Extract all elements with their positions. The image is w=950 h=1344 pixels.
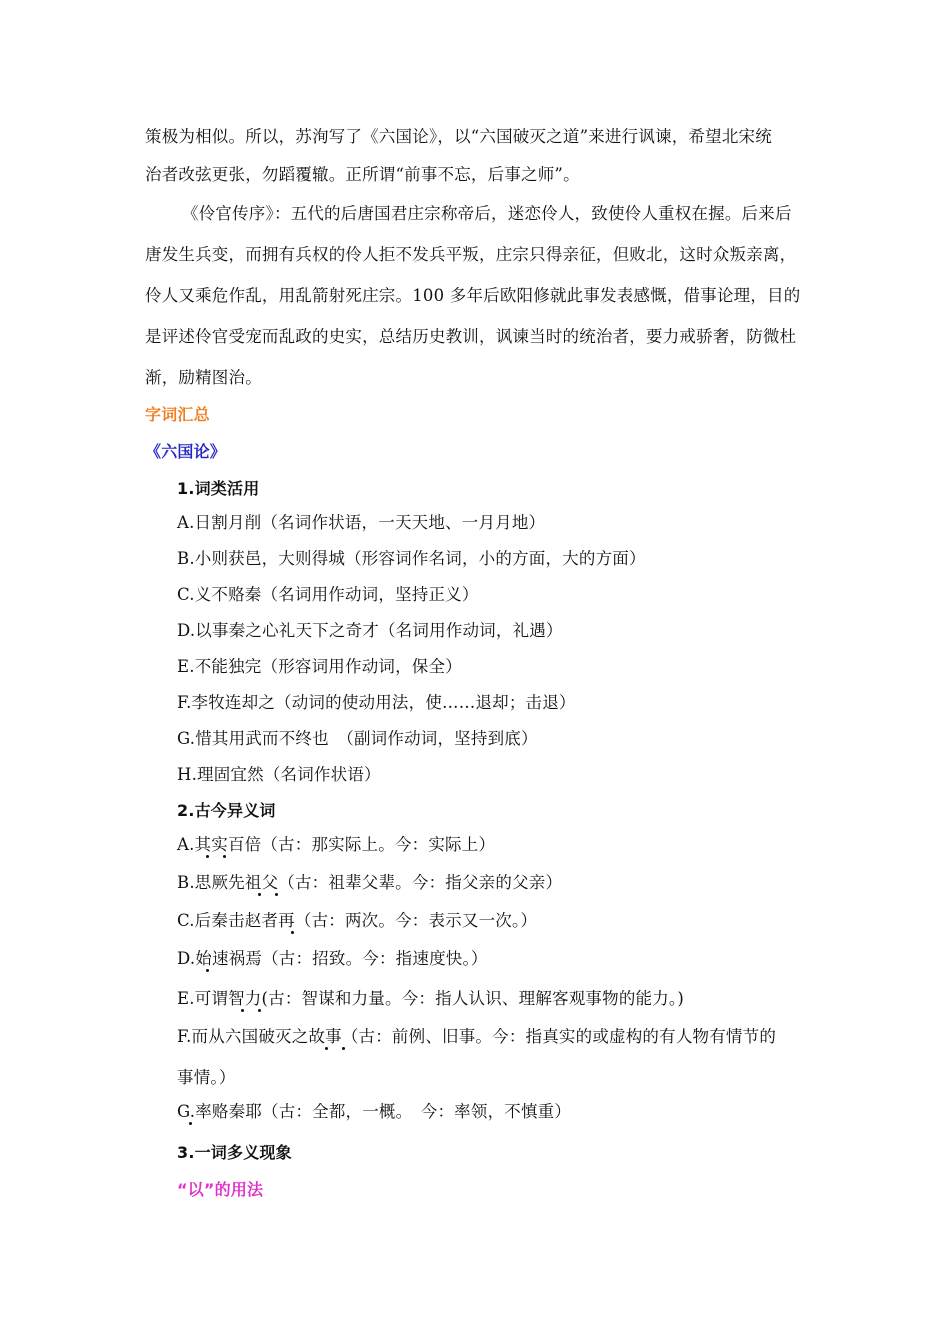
part3-subheading: “以”的用法 xyxy=(177,1180,264,1199)
emphasis-dot xyxy=(206,855,209,858)
list-item: E.可谓智力(古：智谋和力量。今：指人认识、理解客观事物的能力。) xyxy=(177,989,685,1008)
emphasis-dot xyxy=(241,1009,244,1012)
emphasis-dot xyxy=(223,855,226,858)
list-item: 事情。） xyxy=(177,1068,236,1087)
part3-heading: 3.一词多义现象 xyxy=(177,1143,292,1162)
list-item: C.义不赂秦（名词用作动词，坚持正义） xyxy=(177,585,479,604)
list-item: B.思厥先祖父（古：祖辈父辈。今：指父亲的父亲） xyxy=(177,873,563,892)
list-item: D.始速祸焉（古：招致。今：指速度快。） xyxy=(177,949,488,968)
paragraph-line: 是评述伶官受宠而乱政的史实，总结历史教训，讽谏当时的统治者，要力戒骄奢，防微杜 xyxy=(145,327,797,346)
section-title: 字词汇总 xyxy=(145,405,210,424)
emphasis-dot xyxy=(342,1047,345,1050)
paragraph-line: 《伶官传序》：五代的后唐国君庄宗称帝后，迷恋伶人，致使伶人重权在握。后来后 xyxy=(182,204,792,223)
list-item: C.后秦击赵者再（古：两次。今：表示又一次。） xyxy=(177,911,538,930)
emphasis-dot xyxy=(189,1122,192,1125)
essay-title: 《六国论》 xyxy=(145,442,227,461)
list-item: A.日割月削（名词作状语，一天天地、一月月地） xyxy=(177,513,546,532)
list-item: F.李牧连却之（动词的使动用法，使……退却；击退） xyxy=(177,693,576,712)
paragraph-line: 策极为相似。所以，苏洵写了《六国论》，以“六国破灭之道”来进行讽谏，希望北宋统 xyxy=(145,127,772,146)
paragraph-line: 治者改弦更张，勿蹈覆辙。正所谓“前事不忘，后事之师”。 xyxy=(145,165,580,184)
emphasis-dot xyxy=(325,1047,328,1050)
list-item: H.理固宜然（名词作状语） xyxy=(177,765,381,784)
list-item: G.率赂秦耶（古：全都，一概。 今：率领，不慎重） xyxy=(177,1102,572,1121)
emphasis-dot xyxy=(291,931,294,934)
emphasis-dot xyxy=(258,1009,261,1012)
part1-heading: 1.词类活用 xyxy=(177,479,260,498)
paragraph-line: 伶人又乘危作乱，用乱箭射死庄宗。100 多年后欧阳修就此事发表感慨，借事论理，目的 xyxy=(145,286,801,305)
emphasis-dot xyxy=(258,893,261,896)
emphasis-dot xyxy=(275,893,278,896)
list-item: A.其实百倍（古：那实际上。今：实际上） xyxy=(177,835,496,854)
paragraph-line: 唐发生兵变，而拥有兵权的伶人拒不发兵平叛，庄宗只得亲征，但败北，这时众叛亲离， xyxy=(145,245,797,264)
part2-heading: 2.古今异义词 xyxy=(177,801,276,820)
list-item: E.不能独完（形容词用作动词，保全） xyxy=(177,657,462,676)
paragraph-line: 渐，励精图治。 xyxy=(145,368,262,387)
list-item: F.而从六国破灭之故事（古：前例、旧事。今：指真实的或虚构的有人物有情节的 xyxy=(177,1027,777,1046)
list-item: D.以事秦之心礼天下之奇才（名词用作动词，礼遇） xyxy=(177,621,563,640)
list-item: G.惜其用武而不终也 （副词作动词，坚持到底） xyxy=(177,729,538,748)
list-item: B.小则获邑，大则得城（形容词作名词，小的方面，大的方面） xyxy=(177,549,646,568)
emphasis-dot xyxy=(206,969,209,972)
